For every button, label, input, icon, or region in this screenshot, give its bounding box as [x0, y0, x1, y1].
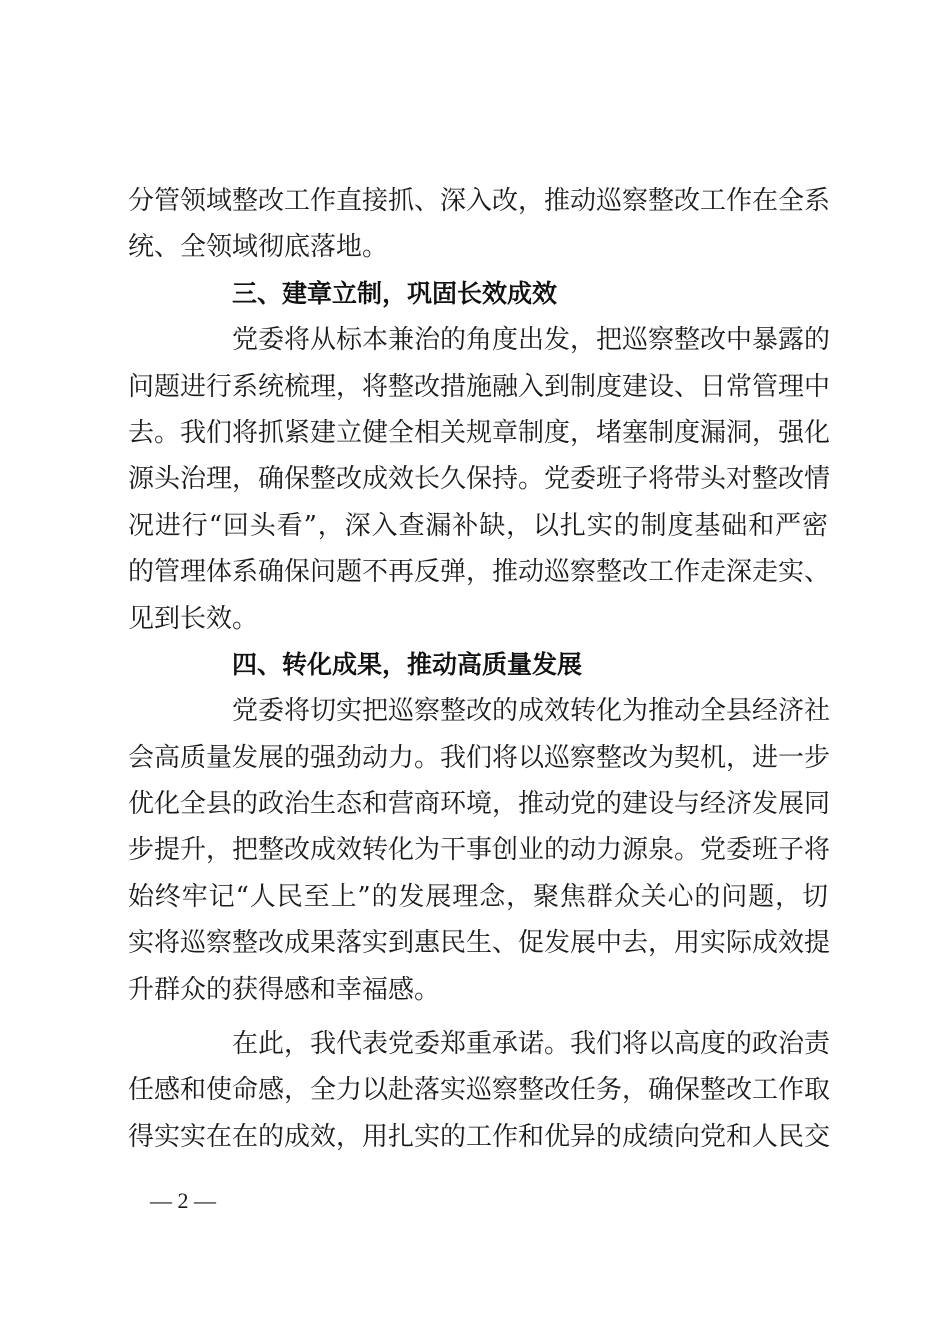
paragraph-line: 得实实在在的成效，用扎实的工作和优异的成绩向党和人民交: [128, 1121, 831, 1152]
paragraph-line: 始终牢记“人民至上”的发展理念，聚焦群众关心的问题，切: [128, 881, 828, 912]
paragraph-line: 源头治理，确保整改成效长久保持。党委班子将带头对整改情: [128, 464, 831, 495]
paragraph-line: 党委将从标本兼治的角度出发，把巡察整改中暴露的: [232, 325, 831, 356]
paragraph-line: 况进行“回头看”，深入查漏补缺，以扎实的制度基础和严密: [128, 510, 828, 541]
paragraph-spacer: [128, 1013, 828, 1021]
paragraph-line: 实将巡察整改成果落实到惠民生、促发展中去，用实际成效提: [128, 928, 831, 959]
section-heading-3: 三、建章立制，巩固长效成效: [232, 278, 558, 308]
paragraph-line: 见到长效。: [128, 603, 259, 634]
paragraph-line: 问题进行系统梳理，将整改措施融入到制度建设、日常管理中: [128, 371, 831, 402]
paragraph-line: 升群众的获得感和幸福感。: [128, 974, 441, 1005]
paragraph-line: 会高质量发展的强劲动力。我们将以巡察整改为契机，进一步: [128, 742, 831, 773]
paragraph-line: 在此，我代表党委郑重承诺。我们将以高度的政治责: [232, 1029, 831, 1060]
section-heading-4: 四、转化成果，推动高质量发展: [232, 649, 583, 679]
paragraph-line: 去。我们将抓紧建立健全相关规章制度，堵塞制度漏洞，强化: [128, 417, 831, 448]
paragraph-line: 分管领域整改工作直接抓、深入改，推动巡察整改工作在全系: [128, 186, 831, 216]
page-number: — 2 —: [150, 1188, 216, 1213]
paragraph-line: 步提升，把整改成效转化为干事创业的动力源泉。党委班子将: [128, 835, 831, 866]
paragraph-line: 党委将切实把巡察整改的成效转化为推动全县经济社: [232, 696, 831, 727]
paragraph-line: 任感和使命感，全力以赴落实巡察整改任务，确保整改工作取: [128, 1075, 831, 1106]
paragraph-line: 统、全领域彻底落地。: [128, 232, 389, 263]
document-body: [128, 178, 831, 1160]
paragraph-line: 优化全县的政治生态和营商环境，推动党的建设与经济发展同: [128, 789, 831, 820]
paragraph-line: 的管理体系确保问题不再反弹，推动巡察整改工作走深走实、: [128, 557, 831, 588]
